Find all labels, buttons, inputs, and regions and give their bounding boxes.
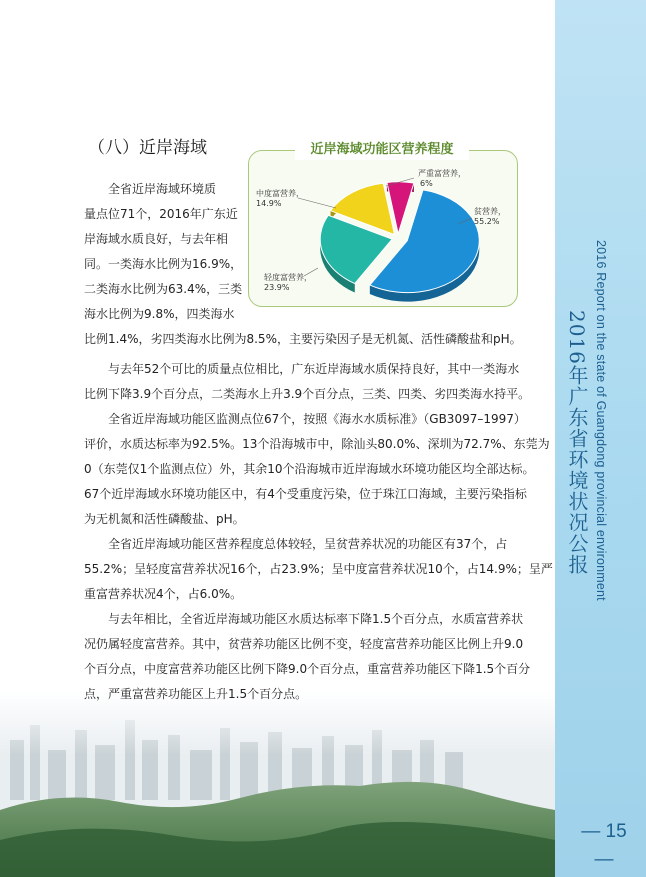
text-line: 67个近岸海域水环境功能区中，有4个受重度污染，位于珠江口海域，主要污染指标 (84, 487, 527, 501)
chart-title: 近岸海域功能区营养程度 (295, 140, 469, 160)
text-line: 评价，水质达标率为92.5%。13个沿海城市中，除汕头80.0%、深圳为72.7%、东莞为 (84, 437, 550, 451)
text-line: 个百分点，中度富营养功能区比例下降9.0个百分点，重富营养功能区下降1.5个百分 (84, 662, 531, 676)
text-line: 点，严重富营养功能区上升1.5个百分点。 (84, 687, 308, 701)
page-number: — 15 — (581, 821, 627, 870)
text-line: 况仍属轻度富营养。其中，贫营养功能区比例不变，轻度富营养功能区比例上升9.0 (84, 637, 524, 651)
text-line: 与去年52个可比的质量点位相比，广东近岸海域水质保持良好，其中一类海水 (84, 362, 520, 376)
text-line: 与去年相比，全省近岸海域功能区水质达标率下降1.5个百分点，水质富营养状 (84, 612, 524, 626)
slice-value-label: 23.9% (264, 283, 290, 292)
slice-label: 中度富营养， (256, 189, 304, 198)
slice-label: 严重富营养， (418, 169, 466, 178)
text-line: 全省近岸海域功能区监测点位67个，按照《海水水质标准》（GB3097–1997） (84, 412, 526, 426)
text-line: 全省近岸海域功能区营养程度总体较轻，呈贫营养状况的功能区有37个，占 (84, 537, 508, 551)
text-line: 比例1.4%，劣四类海水比例为8.5%，主要污染因子是无机氮、活性磷酸盐和pH。 (84, 332, 522, 346)
slice-value-label: 6% (420, 179, 433, 188)
text-line: 量点位71个，2016年广东近 (84, 207, 238, 221)
text-line: 同。一类海水比例为16.9%， (84, 257, 243, 271)
text-line: 0（东莞仅1个监测点位）外，其余10个沿海城市近岸海域水环境功能区均全部达标。 (84, 462, 535, 476)
pie-chart (248, 150, 516, 305)
report-title-english: 2016 Report on the state of Guangdong provincial environment (594, 240, 608, 601)
slice-value-label: 14.9% (256, 199, 282, 208)
text-line: 海水比例为9.8%，四类海水 (84, 307, 235, 321)
report-title-chinese: 2016年广东省环境状况公报 (565, 310, 589, 575)
slice-value-label: 55.2% (474, 217, 500, 226)
text-line: 重富营养状况4个，占6.0%。 (84, 587, 243, 601)
slice-label: 贫营养， (474, 207, 506, 216)
text-line: 全省近岸海域环境质 (84, 182, 217, 196)
text-line: 比例下降3.9个百分点，二类海水上升3.9个百分点，三类、四类、劣四类海水持平。 (84, 387, 531, 401)
text-line: 岸海域水质良好，与去年相 (84, 232, 229, 246)
text-line: 55.2%；呈轻度富营养状况16个，占23.9%；呈中度富营养状况10个，占14.9%；呈严 (84, 562, 553, 576)
slice-label: 轻度富营养， (264, 273, 312, 282)
section-heading: （八）近岸海域 (88, 138, 207, 158)
city-landscape-image (0, 690, 555, 877)
text-line: 二类海水比例为63.4%，三类 (84, 282, 243, 296)
label-leader-line (298, 198, 336, 208)
text-line: 为无机氮和活性磷酸盐、pH。 (84, 512, 245, 526)
